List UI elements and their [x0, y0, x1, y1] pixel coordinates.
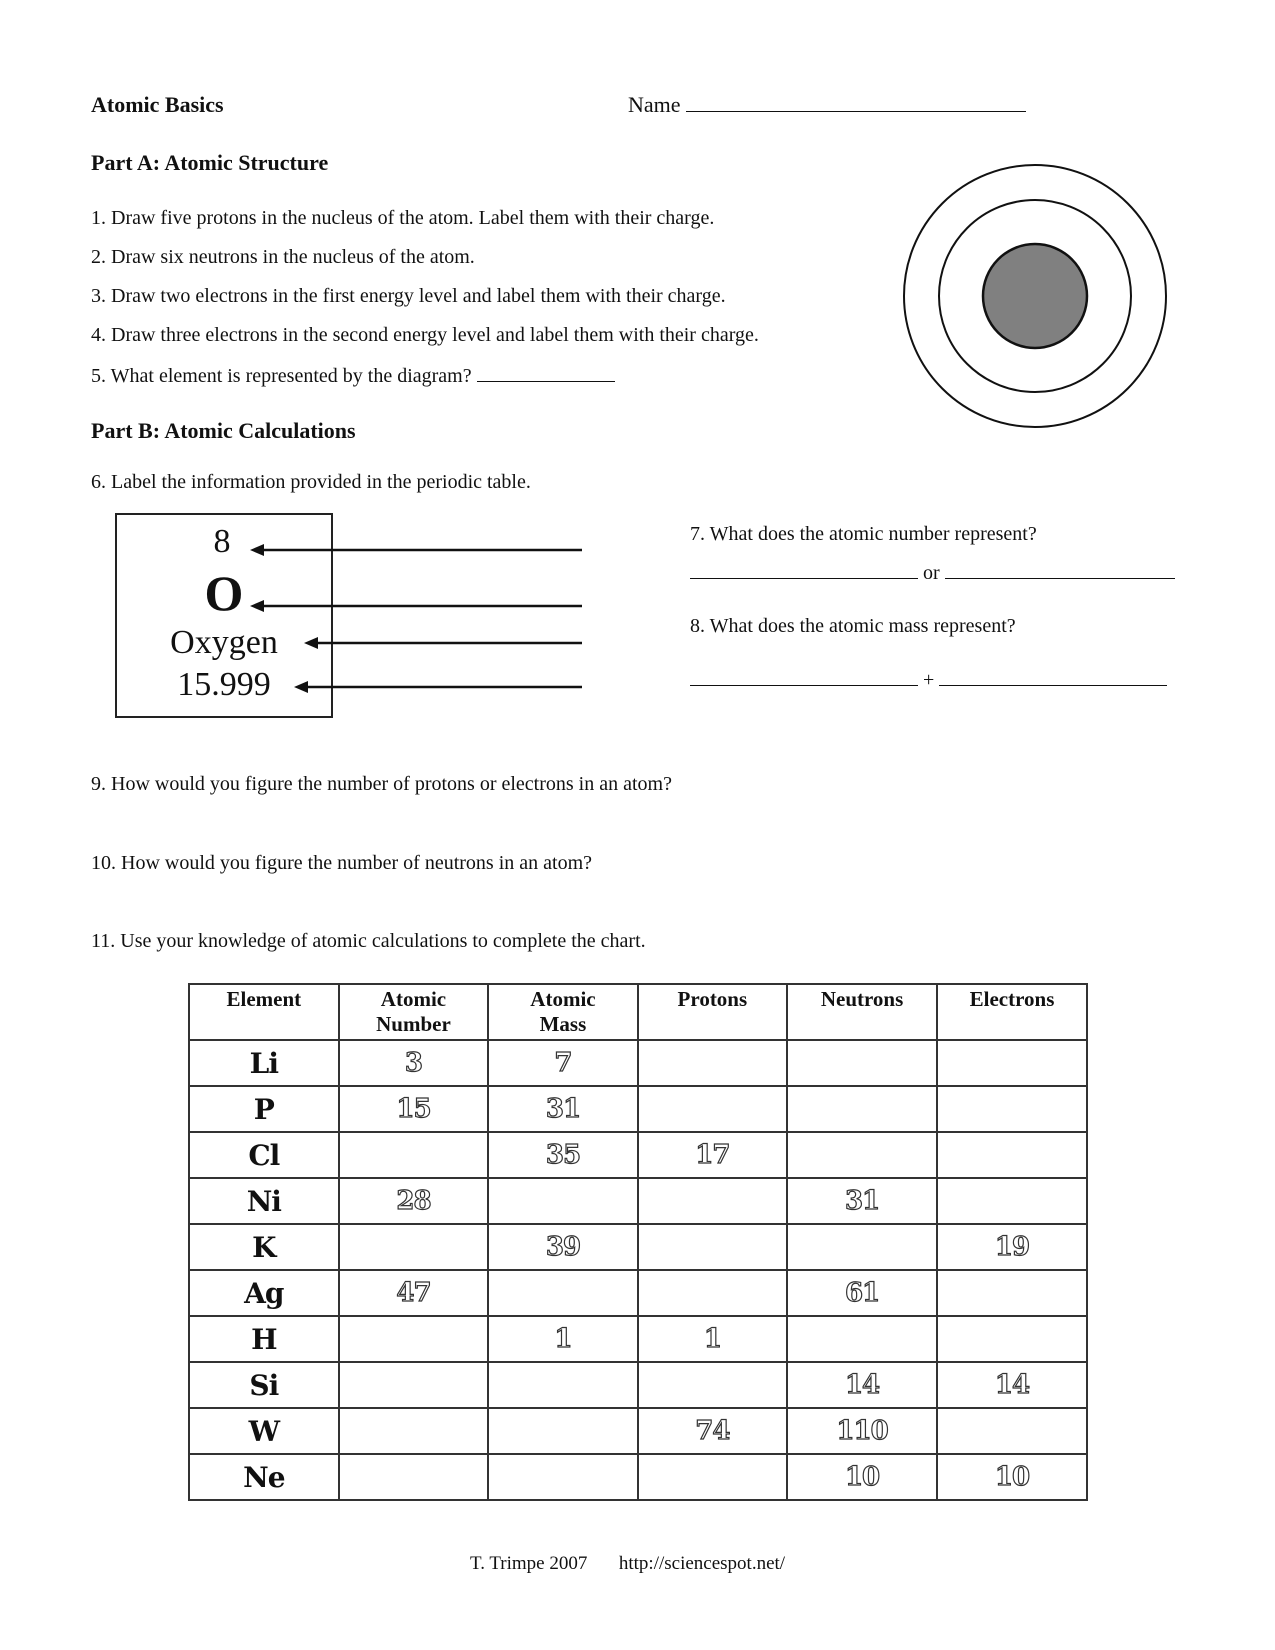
atomic-number-cell[interactable]	[339, 1316, 489, 1362]
question-8: 8. What does the atomic mass represent?	[690, 615, 1016, 637]
table-row	[189, 1270, 1087, 1316]
answer-7-line	[690, 560, 1175, 585]
header-atomic-mass: Atomic Mass	[488, 984, 637, 1040]
header-protons: Protons	[638, 984, 787, 1040]
header-element: Element	[189, 984, 339, 1040]
electrons-cell[interactable]	[937, 1270, 1087, 1316]
neutrons-cell[interactable]	[787, 1040, 937, 1086]
neutrons-cell[interactable]	[787, 1316, 937, 1362]
answer-7b-blank[interactable]	[945, 560, 1175, 579]
name-label: Name	[628, 92, 681, 117]
atomic-number-cell[interactable]	[339, 1408, 489, 1454]
protons-cell[interactable]	[638, 1040, 787, 1086]
protons-cell: 17	[638, 1132, 787, 1178]
table-row	[189, 1454, 1087, 1500]
protons-cell[interactable]	[638, 1270, 787, 1316]
answer-8b-blank[interactable]	[939, 667, 1167, 686]
table-row	[189, 1362, 1087, 1408]
atomic-mass-cell[interactable]	[488, 1178, 637, 1224]
atomic-number-cell[interactable]	[339, 1224, 489, 1270]
part-a-heading: Part A: Atomic Structure	[91, 150, 329, 175]
question-6: 6. Label the information provided in the periodic table.	[91, 471, 531, 493]
table-row	[189, 1224, 1087, 1270]
element-symbol-cell: Si	[189, 1362, 339, 1408]
table-row	[189, 1040, 1087, 1086]
electrons-cell: 19	[937, 1224, 1087, 1270]
atomic-mass-cell: 7	[488, 1040, 637, 1086]
worksheet-title: Atomic Basics	[91, 92, 224, 117]
answer-8a-blank[interactable]	[690, 667, 918, 686]
element-symbol-cell: Cl	[189, 1132, 339, 1178]
atomic-number-cell: 3	[339, 1040, 489, 1086]
element-symbol-cell: Ni	[189, 1178, 339, 1224]
electrons-cell[interactable]	[937, 1132, 1087, 1178]
element-symbol-cell: K	[189, 1224, 339, 1270]
protons-cell[interactable]	[638, 1086, 787, 1132]
name-field[interactable]	[628, 92, 1026, 118]
table-row	[189, 1086, 1087, 1132]
element-symbol-cell: Ne	[189, 1454, 339, 1500]
element-symbol-cell: P	[189, 1086, 339, 1132]
header-electrons: Electrons	[937, 984, 1087, 1040]
footer-url[interactable]: http://sciencespot.net/	[618, 1553, 786, 1574]
neutrons-cell: 31	[787, 1178, 937, 1224]
plus-label: +	[923, 669, 935, 691]
question-1: 1. Draw five protons in the nucleus of the atom. Label them with their charge.	[91, 207, 715, 229]
atomic-number-cell: 28	[339, 1178, 489, 1224]
atomic-mass-cell[interactable]	[488, 1270, 637, 1316]
element-symbol: O	[204, 565, 244, 621]
table-row	[189, 1132, 1087, 1178]
answer-8-line	[690, 667, 1167, 692]
electrons-cell[interactable]	[937, 1040, 1087, 1086]
protons-cell[interactable]	[638, 1362, 787, 1408]
neutrons-cell: 110	[787, 1408, 937, 1454]
atomic-number-cell: 15	[339, 1086, 489, 1132]
atomic-mass-cell: 31	[488, 1086, 637, 1132]
header-neutrons: Neutrons	[787, 984, 937, 1040]
atomic-number-cell[interactable]	[339, 1362, 489, 1408]
neutrons-cell: 61	[787, 1270, 937, 1316]
element-symbol-cell: Li	[189, 1040, 339, 1086]
atomic-mass-cell[interactable]	[488, 1362, 637, 1408]
element-name: Oxygen	[170, 624, 278, 661]
header-atomic-number: Atomic Number	[339, 984, 489, 1040]
table-row	[189, 1178, 1087, 1224]
question-2: 2. Draw six neutrons in the nucleus of the atom.	[91, 246, 475, 268]
question-3: 3. Draw two electrons in the first energy level and label them with their charge.	[91, 285, 726, 307]
atomic-number-cell[interactable]	[339, 1454, 489, 1500]
atomic-mass-cell: 39	[488, 1224, 637, 1270]
name-blank[interactable]	[686, 93, 1026, 112]
atomic-number-value: 8	[213, 523, 231, 560]
neutrons-cell: 14	[787, 1362, 937, 1408]
question-9: 9. How would you figure the number of protons or electrons in an atom?	[91, 773, 672, 795]
answer-7a-blank[interactable]	[690, 560, 918, 579]
protons-cell: 1	[638, 1316, 787, 1362]
question-7: 7. What does the atomic number represent?	[690, 523, 1037, 545]
atomic-mass-cell: 1	[488, 1316, 637, 1362]
neutrons-cell[interactable]	[787, 1224, 937, 1270]
element-symbol-cell: W	[189, 1408, 339, 1454]
protons-cell: 74	[638, 1408, 787, 1454]
footer	[470, 1553, 785, 1575]
neutrons-cell: 10	[787, 1454, 937, 1500]
atomic-mass-cell[interactable]	[488, 1408, 637, 1454]
protons-cell[interactable]	[638, 1178, 787, 1224]
atomic-calculations-chart	[188, 983, 1088, 1501]
question-10: 10. How would you figure the number of neutrons in an atom?	[91, 852, 593, 874]
chart-header-row	[189, 984, 1087, 1040]
question-11: 11. Use your knowledge of atomic calculations to complete the chart.	[91, 930, 646, 952]
part-b-heading: Part B: Atomic Calculations	[91, 418, 356, 443]
atomic-number-cell[interactable]	[339, 1132, 489, 1178]
question-5: 5. What element is represented by the diagram?	[91, 363, 615, 388]
table-row	[189, 1316, 1087, 1362]
atomic-mass-value: 15.999	[177, 666, 271, 703]
element-symbol-cell: Ag	[189, 1270, 339, 1316]
question-4: 4. Draw three electrons in the second energy level and label them with their charge.	[91, 324, 759, 346]
electrons-cell[interactable]	[937, 1086, 1087, 1132]
table-row	[189, 1408, 1087, 1454]
answer-5-blank[interactable]	[477, 363, 615, 382]
electrons-cell: 14	[937, 1362, 1087, 1408]
neutrons-cell[interactable]	[787, 1132, 937, 1178]
electrons-cell[interactable]	[937, 1316, 1087, 1362]
neutrons-cell[interactable]	[787, 1086, 937, 1132]
electrons-cell[interactable]	[937, 1408, 1087, 1454]
label-arrows	[240, 513, 585, 723]
element-symbol-cell: H	[189, 1316, 339, 1362]
electrons-cell[interactable]	[937, 1178, 1087, 1224]
electrons-cell: 10	[937, 1454, 1087, 1500]
protons-cell[interactable]	[638, 1224, 787, 1270]
atomic-mass-cell[interactable]	[488, 1454, 637, 1500]
atomic-number-cell: 47	[339, 1270, 489, 1316]
atomic-mass-cell: 35	[488, 1132, 637, 1178]
protons-cell[interactable]	[638, 1454, 787, 1500]
or-label: or	[923, 562, 940, 584]
atom-diagram	[900, 163, 1170, 433]
nucleus	[983, 244, 1087, 348]
footer-author: T. Trimpe 2007	[470, 1553, 588, 1574]
